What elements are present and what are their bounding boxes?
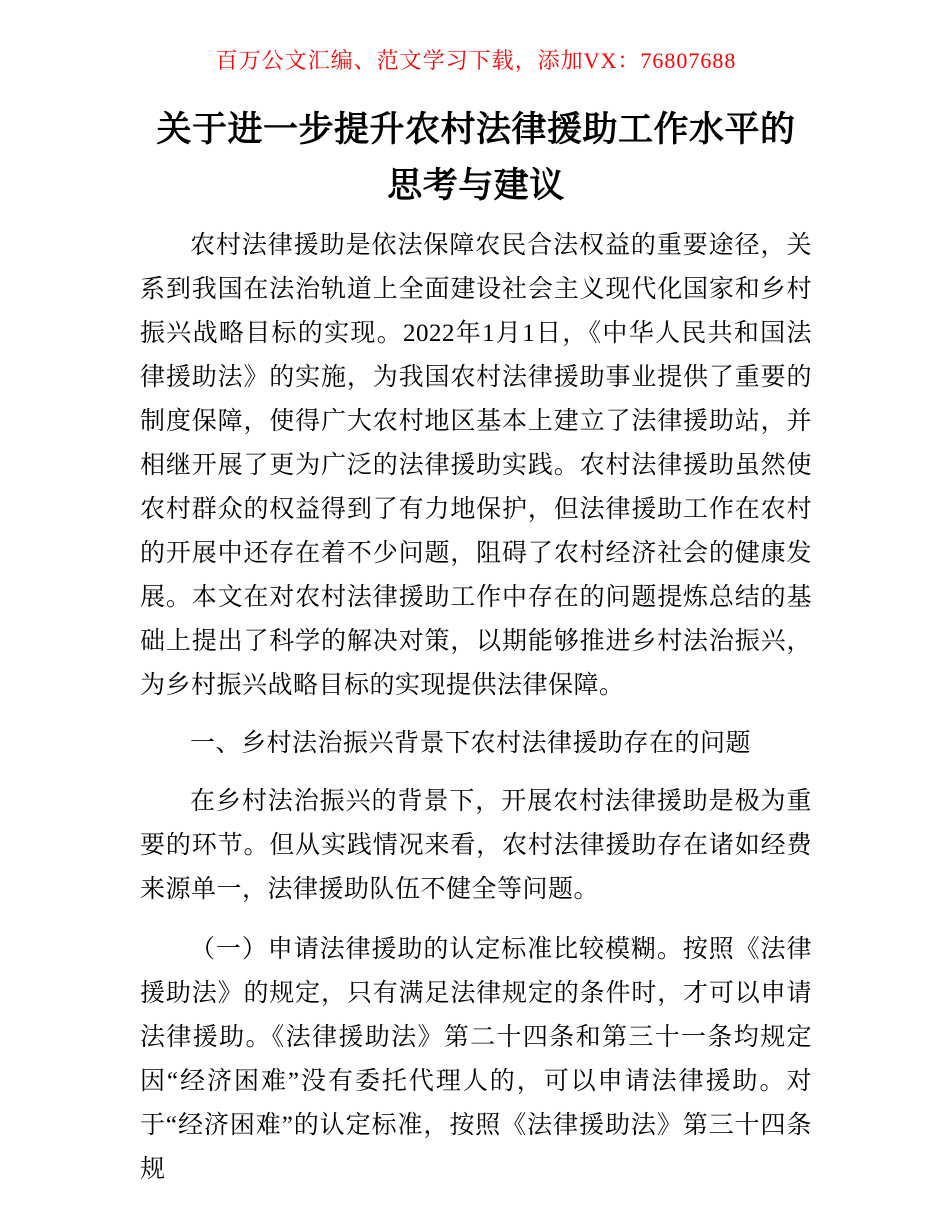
document-body bbox=[140, 224, 812, 1192]
body-paragraph: （一）申请法律援助的认定标准比较模糊。按照《法律援助法》的规定，只有满足法律规定的条件时，才可以申请法律援助。《法律援助法》第二十四条和第三十一条均规定因“经济困难”没有委托代理人的，可以申请法律援助。对于“经济困难”的认定标准，按照《法律援助法》第三十四条规 bbox=[140, 936, 812, 1183]
body-paragraph: 在乡村法治振兴的背景下，开展农村法律援助是极为重要的环节。但从实践情况来看，农村法律援助存在诸如经费来源单一，法律援助队伍不健全等问题。 bbox=[140, 788, 812, 903]
body-paragraph: 农村法律援助是依法保障农民合法权益的重要途径，关系到我国在法治轨道上全面建设社会主义现代化国家和乡村振兴战略目标的实现。2022年1月1日，《中华人民共和国法律援助法》的实施，为我国农村法律援助事业提供了重要的制度保障，使得广大农村地区基本上建立了法律援助站，并相继开展了更为广泛的法律援助实践。农村法律援助虽然使农村群众的权益得到了有力地保护，但法律援助工作在农村的开展中还存在着不少问题，阻碍了农村经济社会的健康发展。本文在对农村法律援助工作中存在的问题提炼总结的基础上提出了科学的解决对策，以期能够推进乡村法治振兴，为乡村振兴战略目标的实现提供法律保障。 bbox=[140, 232, 812, 699]
document-title: 关于进一步提升农村法律援助工作水平的思考与建议 bbox=[156, 110, 796, 205]
promo-banner: 百万公文汇编、范文学习下载，添加VX：76807688 bbox=[215, 48, 737, 73]
section-heading: 一、乡村法治振兴背景下农村法律援助存在的问题 bbox=[190, 730, 752, 757]
